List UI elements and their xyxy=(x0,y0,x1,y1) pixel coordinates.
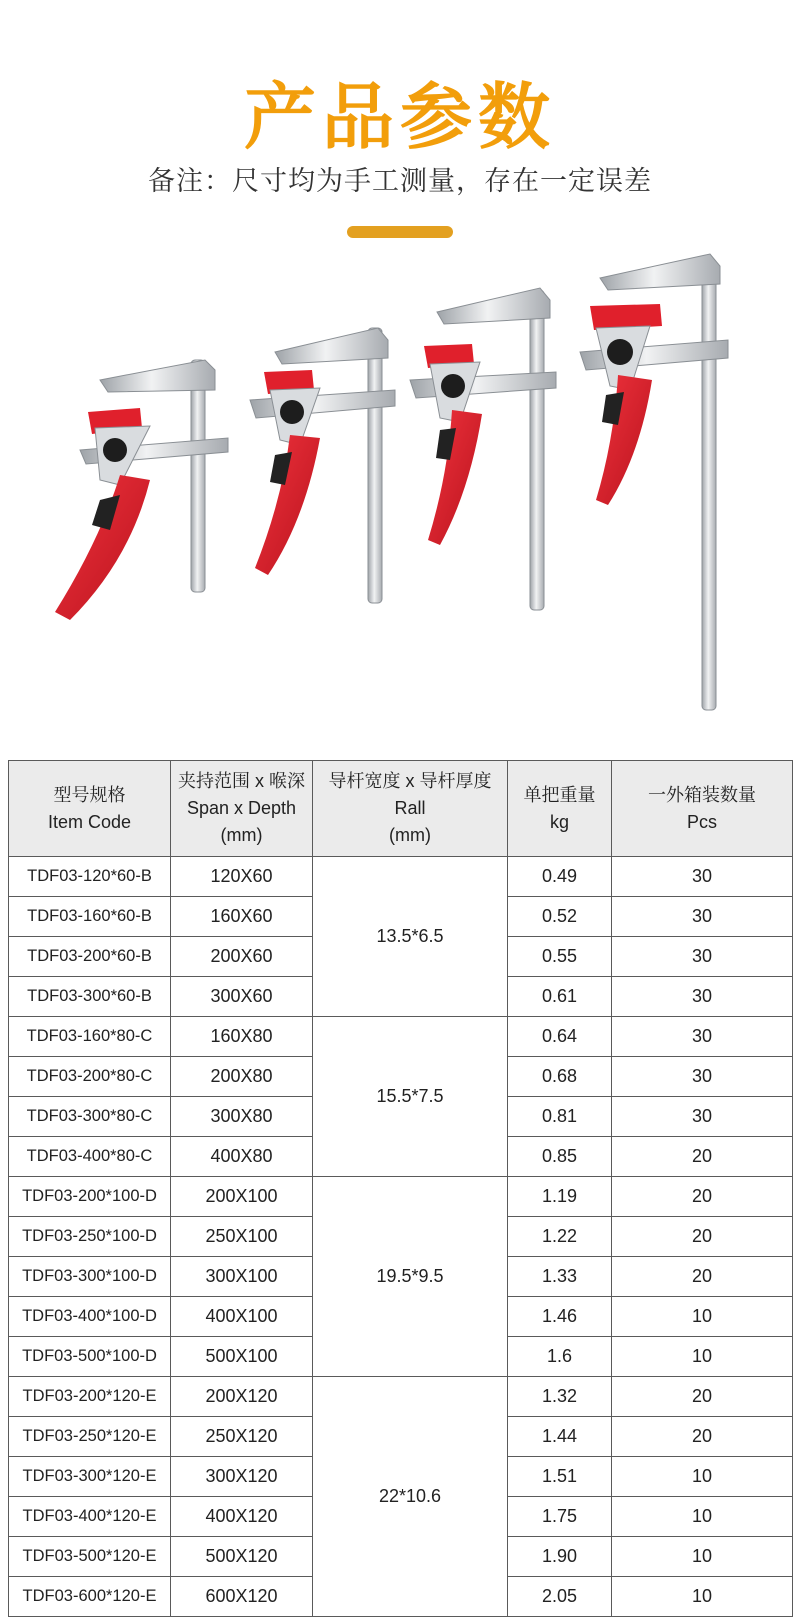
item-code-cell: TDF03-400*120-E xyxy=(9,1497,171,1537)
table-row xyxy=(9,1017,793,1057)
header-line: (mm) xyxy=(389,825,431,845)
weight-cell: 0.68 xyxy=(508,1057,612,1097)
clamp-icon xyxy=(55,360,228,620)
span-cell: 250X120 xyxy=(171,1417,313,1457)
span-cell: 300X120 xyxy=(171,1457,313,1497)
pcs-cell: 20 xyxy=(612,1177,793,1217)
header-line: Span x Depth xyxy=(186,798,297,818)
weight-cell: 2.05 xyxy=(508,1577,612,1617)
header-line: 导杆宽度 x 导杆厚度 xyxy=(328,771,492,791)
pcs-cell: 30 xyxy=(612,1057,793,1097)
item-code-cell: TDF03-600*120-E xyxy=(9,1577,171,1617)
item-code-cell: TDF03-120*60-B xyxy=(9,857,171,897)
header xyxy=(0,0,800,240)
span-cell: 200X100 xyxy=(171,1177,313,1217)
weight-cell: 0.64 xyxy=(508,1017,612,1057)
weight-cell: 1.19 xyxy=(508,1177,612,1217)
item-code-cell: TDF03-200*60-B xyxy=(9,937,171,977)
weight-cell: 1.32 xyxy=(508,1377,612,1417)
pcs-cell: 10 xyxy=(612,1577,793,1617)
header-line: 一外箱装数量 xyxy=(648,784,756,805)
span-cell: 500X120 xyxy=(171,1537,313,1577)
item-code-cell: TDF03-500*100-D xyxy=(9,1337,171,1377)
item-code-cell: TDF03-500*120-E xyxy=(9,1537,171,1577)
weight-cell: 0.61 xyxy=(508,977,612,1017)
item-code-cell: TDF03-250*100-D xyxy=(9,1217,171,1257)
header-weight xyxy=(508,761,612,857)
weight-cell: 1.75 xyxy=(508,1497,612,1537)
header-span-depth xyxy=(171,761,313,857)
pcs-cell: 30 xyxy=(612,977,793,1017)
weight-cell: 1.6 xyxy=(508,1337,612,1377)
item-code-cell: TDF03-200*100-D xyxy=(9,1177,171,1217)
span-cell: 250X100 xyxy=(171,1217,313,1257)
item-code-cell: TDF03-300*100-D xyxy=(9,1257,171,1297)
span-cell: 400X120 xyxy=(171,1497,313,1537)
table-body xyxy=(9,857,793,1617)
span-cell: 160X80 xyxy=(171,1017,313,1057)
header-item-code xyxy=(9,761,171,857)
header-line: 单把重量 xyxy=(523,784,596,805)
header-line: Item Code xyxy=(47,811,132,832)
span-cell: 200X120 xyxy=(171,1377,313,1417)
rall-cell: 13.5*6.5 xyxy=(313,857,508,1017)
item-code-cell: TDF03-160*60-B xyxy=(9,897,171,937)
clamp-icon xyxy=(250,328,395,603)
span-cell: 500X100 xyxy=(171,1337,313,1377)
weight-cell: 0.85 xyxy=(508,1137,612,1177)
product-photo xyxy=(0,240,800,740)
weight-cell: 1.51 xyxy=(508,1457,612,1497)
span-cell: 400X80 xyxy=(171,1137,313,1177)
pcs-cell: 30 xyxy=(612,857,793,897)
pcs-cell: 20 xyxy=(612,1377,793,1417)
weight-cell: 0.81 xyxy=(508,1097,612,1137)
weight-cell: 1.33 xyxy=(508,1257,612,1297)
weight-cell: 0.49 xyxy=(508,857,612,897)
item-code-cell: TDF03-400*80-C xyxy=(9,1137,171,1177)
span-cell: 300X60 xyxy=(171,977,313,1017)
item-code-cell: TDF03-400*100-D xyxy=(9,1297,171,1337)
pcs-cell: 30 xyxy=(612,1017,793,1057)
page-title: 产品参数 xyxy=(243,75,556,159)
item-code-cell: TDF03-200*120-E xyxy=(9,1377,171,1417)
page-subtitle: 备注：尺寸均为手工测量，存在一定误差 xyxy=(148,166,652,197)
pcs-cell: 20 xyxy=(612,1137,793,1177)
header-line: kg xyxy=(549,811,569,832)
weight-cell: 0.52 xyxy=(508,897,612,937)
pcs-cell: 30 xyxy=(612,937,793,977)
rall-cell: 22*10.6 xyxy=(313,1377,508,1617)
rall-cell: 19.5*9.5 xyxy=(313,1177,508,1377)
item-code-cell: TDF03-300*80-C xyxy=(9,1097,171,1137)
span-cell: 600X120 xyxy=(171,1577,313,1617)
rall-cell: 15.5*7.5 xyxy=(313,1017,508,1177)
item-code-cell: TDF03-300*60-B xyxy=(9,977,171,1017)
pcs-cell: 10 xyxy=(612,1457,793,1497)
span-cell: 300X80 xyxy=(171,1097,313,1137)
header-pcs xyxy=(612,761,793,857)
pcs-cell: 20 xyxy=(612,1417,793,1457)
header-line: Pcs xyxy=(686,811,717,832)
clamp-icon xyxy=(410,288,556,610)
pcs-cell: 20 xyxy=(612,1257,793,1297)
table-row xyxy=(9,1377,793,1417)
pcs-cell: 10 xyxy=(612,1297,793,1337)
clamp-icon xyxy=(580,254,728,710)
weight-cell: 0.55 xyxy=(508,937,612,977)
title-divider xyxy=(347,226,453,238)
span-cell: 200X80 xyxy=(171,1057,313,1097)
weight-cell: 1.22 xyxy=(508,1217,612,1257)
weight-cell: 1.44 xyxy=(508,1417,612,1457)
pcs-cell: 10 xyxy=(612,1497,793,1537)
pcs-cell: 10 xyxy=(612,1337,793,1377)
pcs-cell: 20 xyxy=(612,1217,793,1257)
pcs-cell: 10 xyxy=(612,1537,793,1577)
header-line: 型号规格 xyxy=(53,784,126,805)
header-rall xyxy=(313,761,508,857)
item-code-cell: TDF03-160*80-C xyxy=(9,1017,171,1057)
weight-cell: 1.46 xyxy=(508,1297,612,1337)
clamp-illustration xyxy=(0,240,800,740)
span-cell: 400X100 xyxy=(171,1297,313,1337)
pcs-cell: 30 xyxy=(612,897,793,937)
item-code-cell: TDF03-250*120-E xyxy=(9,1417,171,1457)
table-row xyxy=(9,857,793,897)
header-line: Rall xyxy=(394,798,426,818)
header-line: 夹持范围 x 喉深 xyxy=(177,771,305,791)
table-row xyxy=(9,1177,793,1217)
item-code-cell: TDF03-300*120-E xyxy=(9,1457,171,1497)
header-line: (mm) xyxy=(220,825,263,845)
span-cell: 120X60 xyxy=(171,857,313,897)
item-code-cell: TDF03-200*80-C xyxy=(9,1057,171,1097)
table-header-row xyxy=(9,761,793,857)
span-cell: 200X60 xyxy=(171,937,313,977)
span-cell: 160X60 xyxy=(171,897,313,937)
weight-cell: 1.90 xyxy=(508,1537,612,1577)
spec-table xyxy=(8,760,793,1617)
pcs-cell: 30 xyxy=(612,1097,793,1137)
span-cell: 300X100 xyxy=(171,1257,313,1297)
